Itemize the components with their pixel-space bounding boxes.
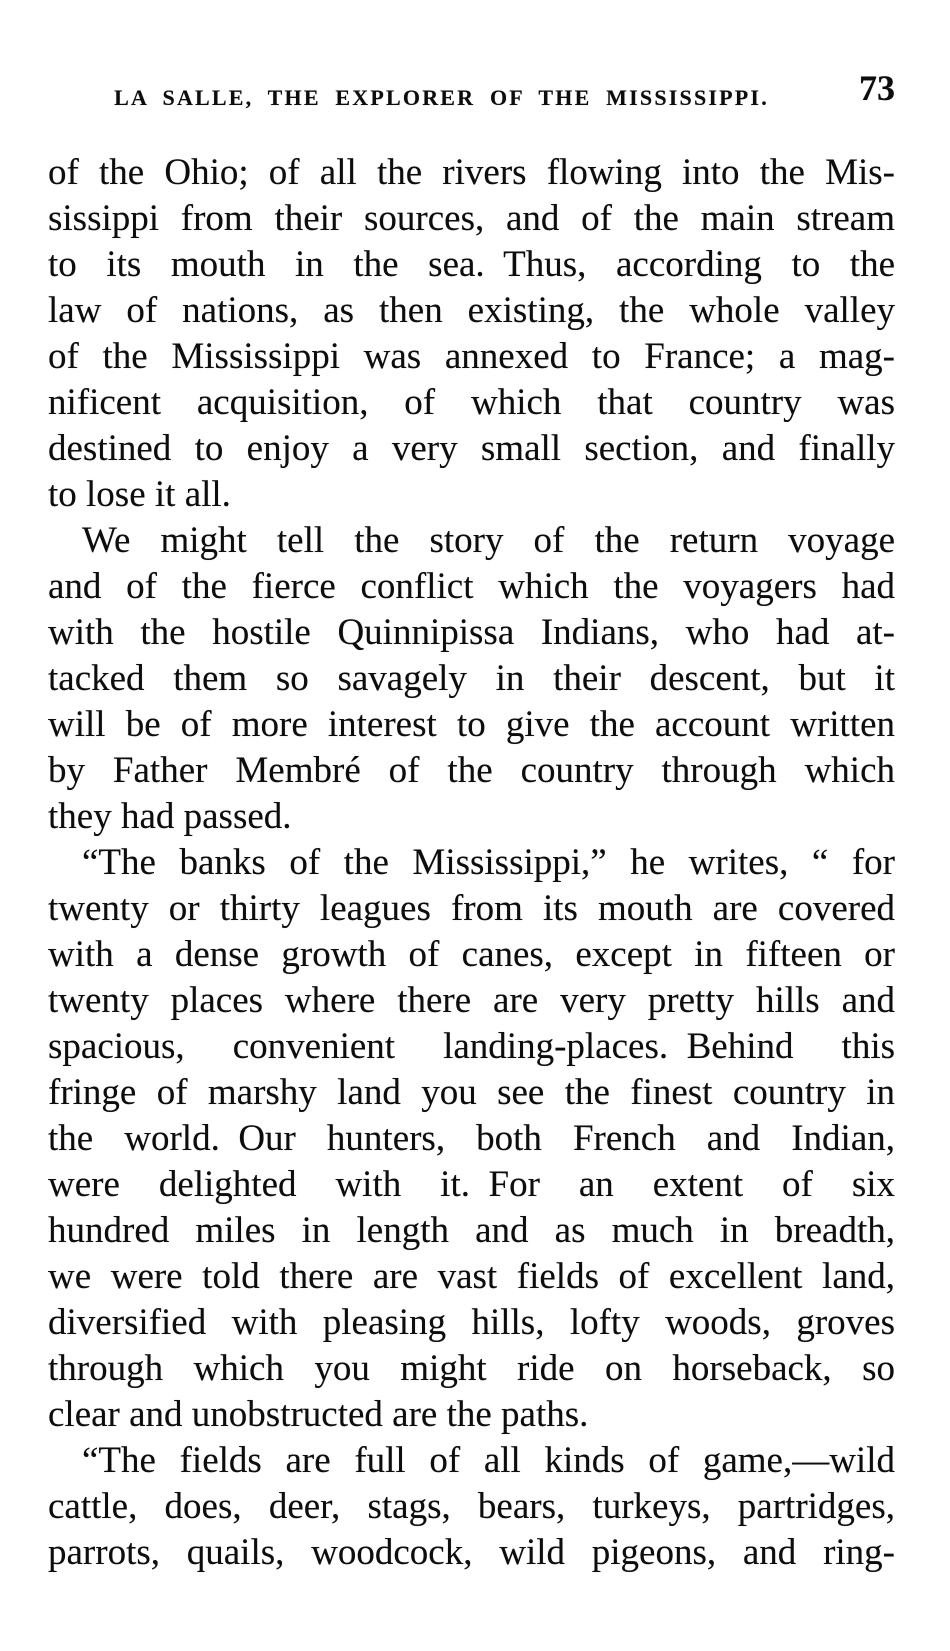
text-line: clear and unobstructed are the paths. [48, 1394, 589, 1435]
text-line: with a dense growth of canes, except in fifteen or [48, 934, 895, 975]
running-header [48, 0, 895, 120]
text-line: cattle, does, deer, stags, bears, turkeys, partridges, [48, 1486, 895, 1527]
text-line: were delighted with it. For an extent of six [48, 1164, 895, 1205]
text-line: parrots, quails, woodcock, wild pigeons, and ring- [48, 1532, 895, 1573]
text-line: sissippi from their sources, and of the main stream [48, 198, 895, 239]
text-line: of the Mississippi was annexed to France; a mag- [48, 336, 895, 377]
text-line: to lose it all. [48, 474, 231, 515]
text-line: to its mouth in the sea. Thus, according to the [48, 244, 895, 285]
text-line: by Father Membré of the country through which [48, 750, 895, 791]
text-line: fringe of marshy land you see the finest country in [48, 1072, 895, 1113]
text-line: “The banks of the Mississippi,” he writes, “ for [82, 842, 895, 883]
page-number: 73 [859, 68, 895, 108]
paragraph [48, 840, 895, 1438]
text-line: “The fields are full of all kinds of game,—wild [82, 1440, 895, 1481]
text-line: with the hostile Quinnipissa Indians, who had at- [48, 612, 895, 653]
page-body [48, 150, 895, 1576]
paragraph [48, 150, 895, 518]
text-line: through which you might ride on horseback, so [48, 1348, 895, 1389]
text-line: spacious, convenient landing-places. Behind this [48, 1026, 895, 1067]
paragraph [48, 1438, 895, 1576]
running-header-title: LA SALLE, THE EXPLORER OF THE MISSISSIPPI. [114, 85, 769, 110]
text-line: of the Ohio; of all the rivers flowing into the Mis- [48, 152, 895, 193]
text-line: twenty places where there are very pretty hills and [48, 980, 895, 1021]
text-line: and of the fierce conflict which the voyagers had [48, 566, 895, 607]
text-line: law of nations, as then existing, the whole valley [48, 290, 895, 331]
text-line: nificent acquisition, of which that country was [48, 382, 895, 423]
text-line: will be of more interest to give the account written [48, 704, 895, 745]
text-line: tacked them so savagely in their descent, but it [48, 658, 895, 699]
text-line: the world. Our hunters, both French and Indian, [48, 1118, 895, 1159]
text-line: they had passed. [48, 796, 292, 837]
text-line: destined to enjoy a very small section, and finally [48, 428, 895, 469]
text-line: twenty or thirty leagues from its mouth are covered [48, 888, 895, 929]
text-line: diversified with pleasing hills, lofty woods, groves [48, 1302, 895, 1343]
text-line: We might tell the story of the return voyage [82, 520, 895, 561]
text-line: hundred miles in length and as much in breadth, [48, 1210, 895, 1251]
text-line: we were told there are vast fields of excellent land, [48, 1256, 895, 1297]
paragraph [48, 518, 895, 840]
